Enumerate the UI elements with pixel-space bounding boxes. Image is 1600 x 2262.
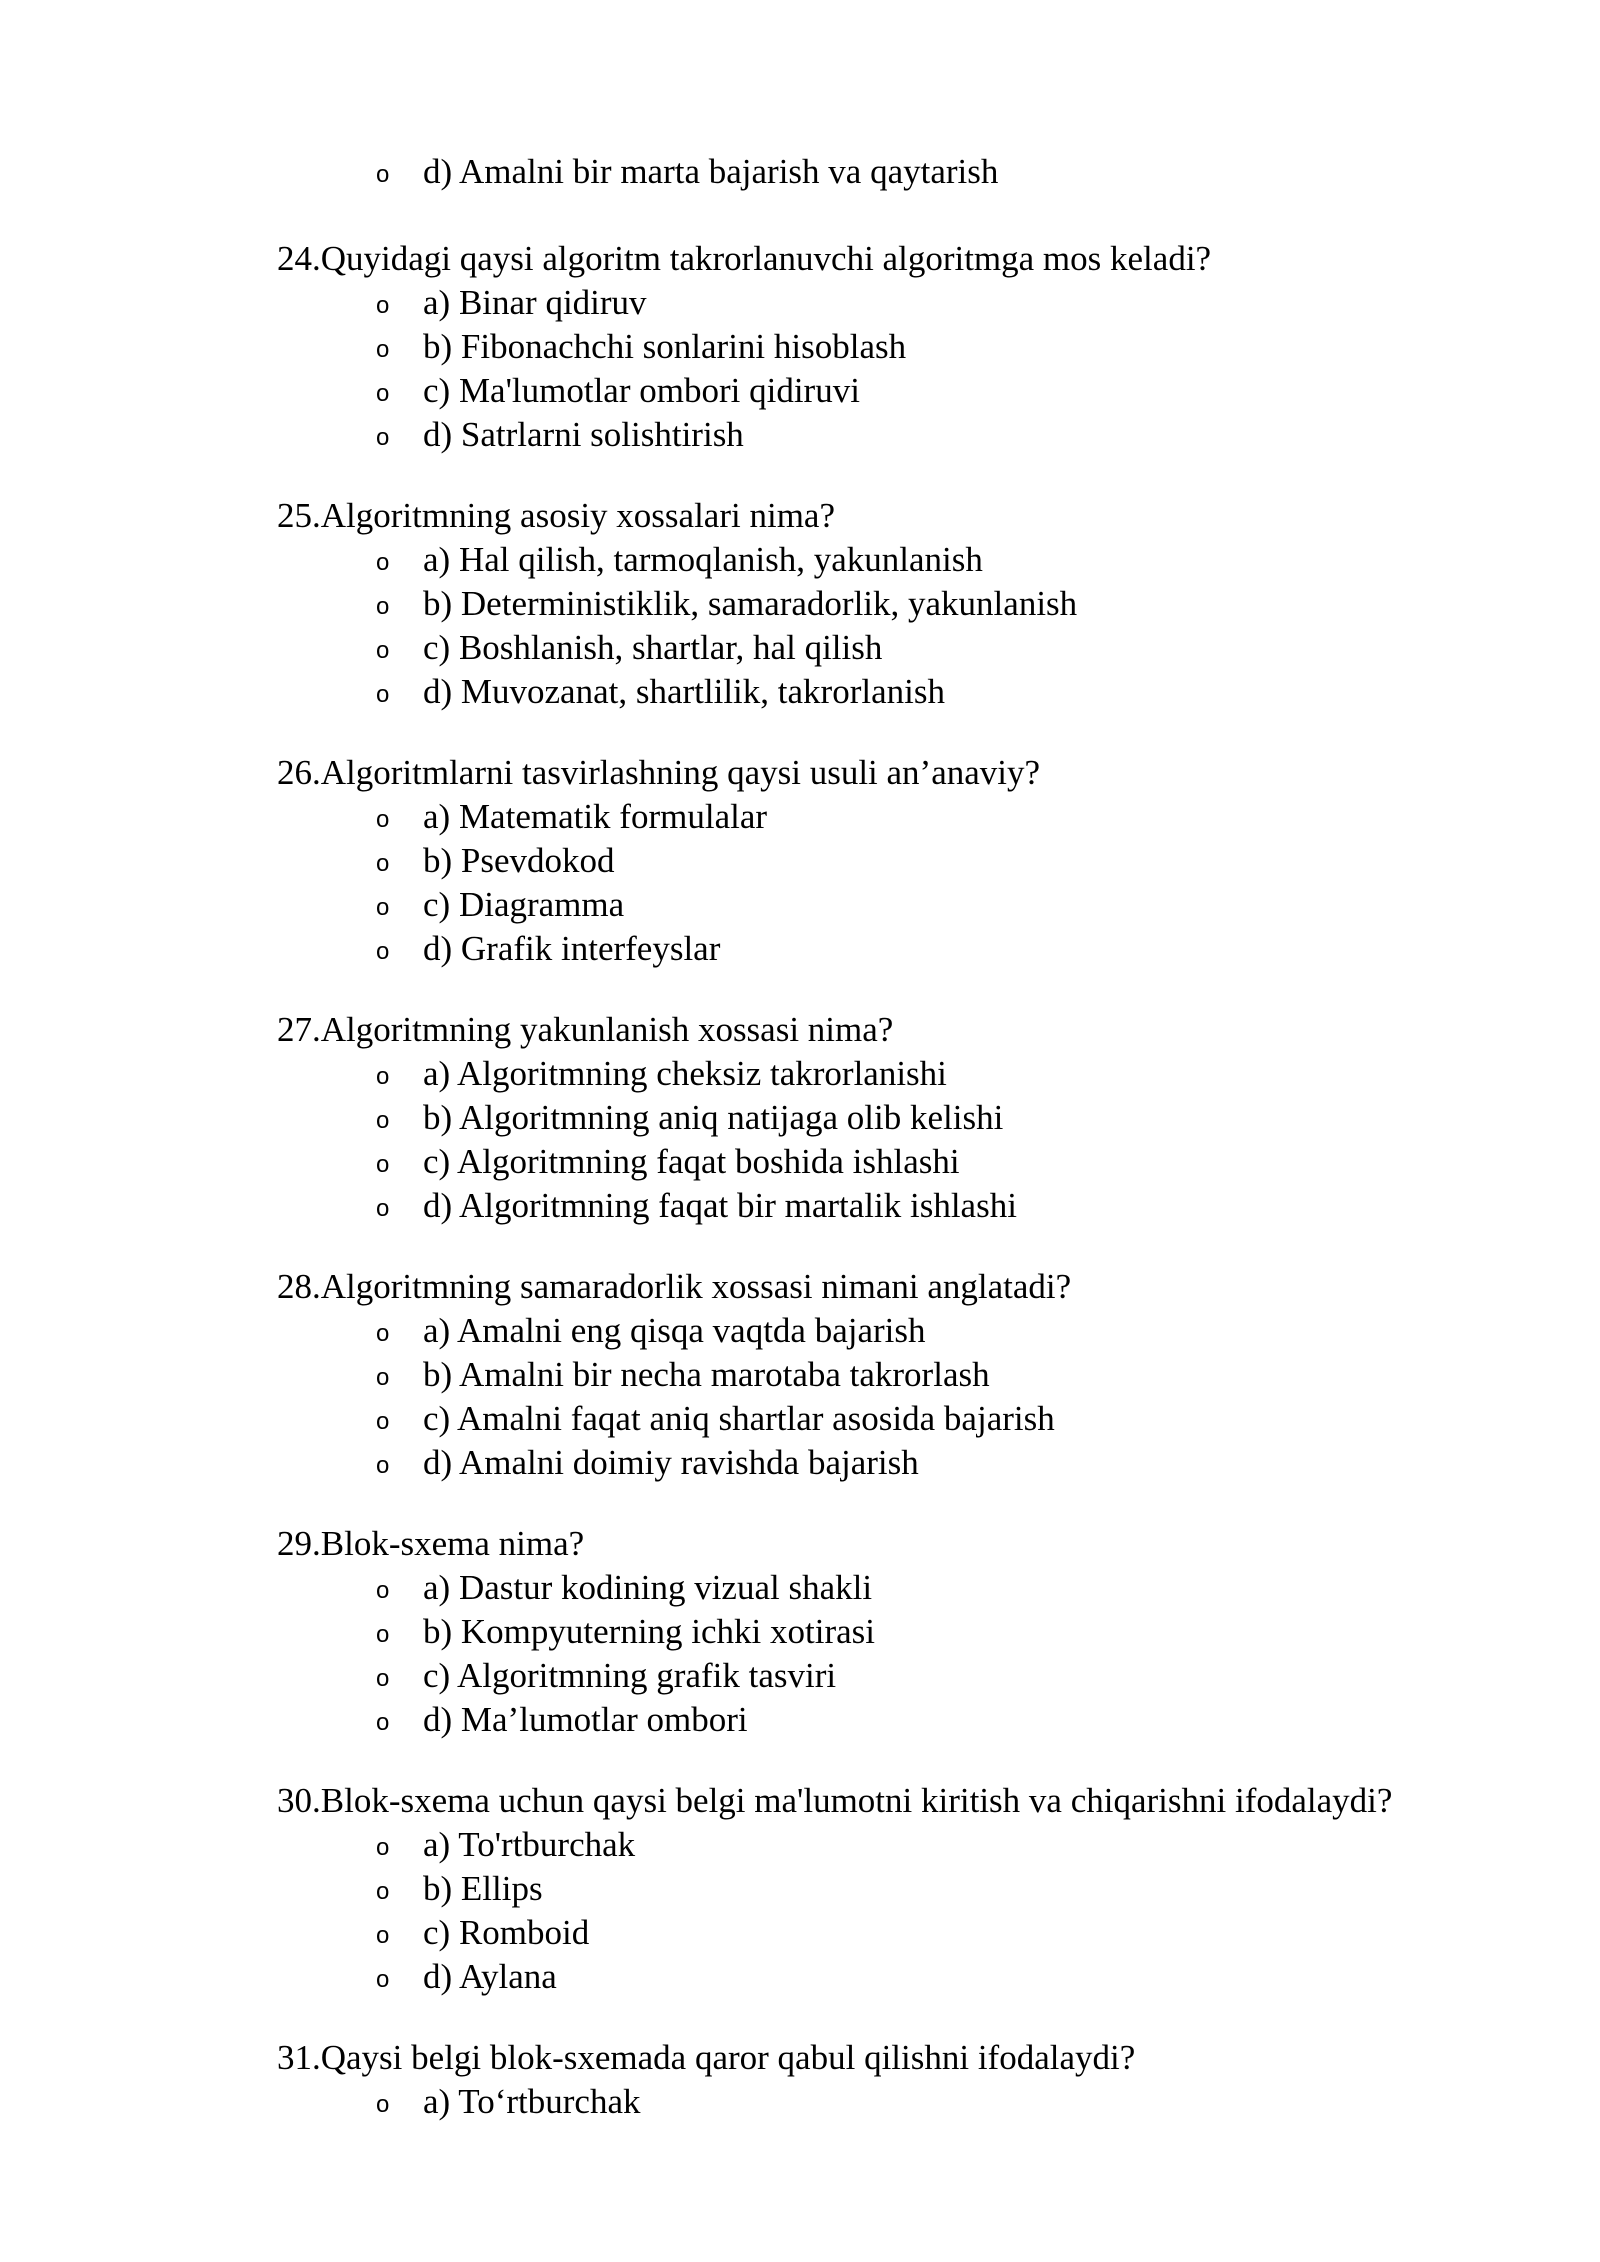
option-text: b) Fibonachchi sonlarini hisoblash: [423, 327, 907, 366]
circle-bullet-icon: o: [376, 894, 390, 921]
circle-bullet-icon: o: [376, 549, 390, 576]
circle-bullet-icon: o: [376, 1364, 390, 1391]
option-text: c) Romboid: [423, 1913, 590, 1952]
answer-option: [0, 281, 1600, 325]
circle-bullet-icon: o: [376, 1063, 390, 1090]
circle-bullet-icon: o: [376, 1834, 390, 1861]
question-text: 24.Quyidagi qaysi algoritm takrorlanuvchi algoritmga mos keladi?: [277, 239, 1212, 278]
question-block: [0, 1522, 1600, 1742]
circle-bullet-icon: o: [376, 850, 390, 877]
option-text: b) Ellips: [423, 1869, 543, 1908]
answer-option: [0, 883, 1600, 927]
answer-option: [0, 1397, 1600, 1441]
option-text: d) Ma’lumotlar ombori: [423, 1700, 748, 1739]
answer-option: [0, 1654, 1600, 1698]
circle-bullet-icon: o: [376, 380, 390, 407]
answer-option: [0, 1911, 1600, 1955]
answer-option: [0, 582, 1600, 626]
answer-option: [0, 1823, 1600, 1867]
answer-option: [0, 795, 1600, 839]
question-block: [0, 494, 1600, 714]
question-list: [0, 237, 1600, 2161]
answer-option: [0, 927, 1600, 971]
answer-option: [0, 1140, 1600, 1184]
circle-bullet-icon: o: [376, 593, 390, 620]
answer-option: [0, 1309, 1600, 1353]
option-text: a) Binar qidiruv: [423, 283, 647, 322]
circle-bullet-icon: o: [376, 1195, 390, 1222]
circle-bullet-icon: o: [376, 1709, 390, 1736]
question-block: [0, 2036, 1600, 2124]
option-text: c) Algoritmning faqat boshida ishlashi: [423, 1142, 960, 1181]
option-text: a) To‘rtburchak: [423, 2082, 641, 2121]
answer-option: [0, 1096, 1600, 1140]
option-text: a) Algoritmning cheksiz takrorlanishi: [423, 1054, 947, 1093]
answer-option: [0, 413, 1600, 457]
answer-option: [0, 1353, 1600, 1397]
question-text: 27.Algoritmning yakunlanish xossasi nima?: [277, 1010, 894, 1049]
question-block: [0, 1008, 1600, 1228]
answer-option: [0, 538, 1600, 582]
option-text: c) Boshlanish, shartlar, hal qilish: [423, 628, 883, 667]
circle-bullet-icon: o: [376, 161, 390, 188]
option-text: b) Deterministiklik, samaradorlik, yakunlanish: [423, 584, 1078, 623]
answer-option: [0, 1610, 1600, 1654]
circle-bullet-icon: o: [376, 1621, 390, 1648]
option-text: a) To'rtburchak: [423, 1825, 636, 1864]
question-block: [0, 237, 1600, 457]
option-text: c) Amalni faqat aniq shartlar asosida bajarish: [423, 1399, 1055, 1438]
option-text: b) Algoritmning aniq natijaga olib kelishi: [423, 1098, 1004, 1137]
option-text: d) Amalni bir marta bajarish va qaytarish: [423, 152, 999, 191]
question-text: 31.Qaysi belgi blok-sxemada qaror qabul qilishni ifodalaydi?: [277, 2038, 1136, 2077]
option-text: d) Aylana: [423, 1957, 557, 1996]
option-text: d) Algoritmning faqat bir martalik ishlashi: [423, 1186, 1017, 1225]
circle-bullet-icon: o: [376, 938, 390, 965]
option-text: b) Kompyuterning ichki xotirasi: [423, 1612, 876, 1651]
circle-bullet-icon: o: [376, 1922, 390, 1949]
option-text: a) Hal qilish, tarmoqlanish, yakunlanish: [423, 540, 983, 579]
option-text: a) Amalni eng qisqa vaqtda bajarish: [423, 1311, 926, 1350]
option-text: d) Satrlarni solishtirish: [423, 415, 744, 454]
circle-bullet-icon: o: [376, 1577, 390, 1604]
answer-option: [0, 670, 1600, 714]
option-text: d) Muvozanat, shartlilik, takrorlanish: [423, 672, 945, 711]
question-block: [0, 1265, 1600, 1485]
circle-bullet-icon: o: [376, 1966, 390, 1993]
question-text: 26.Algoritmlarni tasvirlashning qaysi usuli an’anaviy?: [277, 753, 1041, 792]
circle-bullet-icon: o: [376, 424, 390, 451]
circle-bullet-icon: o: [376, 1107, 390, 1134]
answer-option: [0, 1052, 1600, 1096]
answer-option: [0, 1867, 1600, 1911]
circle-bullet-icon: o: [376, 681, 390, 708]
question-text: 25.Algoritmning asosiy xossalari nima?: [277, 496, 835, 535]
answer-option: [0, 369, 1600, 413]
circle-bullet-icon: o: [376, 1151, 390, 1178]
circle-bullet-icon: o: [376, 1878, 390, 1905]
circle-bullet-icon: o: [376, 1320, 390, 1347]
carryover-options: [0, 150, 1600, 194]
option-text: a) Dastur kodining vizual shakli: [423, 1568, 873, 1607]
circle-bullet-icon: o: [376, 336, 390, 363]
carryover-option: [0, 150, 1600, 194]
answer-option: [0, 2080, 1600, 2124]
answer-option: [0, 1566, 1600, 1610]
answer-option: [0, 1698, 1600, 1742]
answer-option: [0, 839, 1600, 883]
circle-bullet-icon: o: [376, 1452, 390, 1479]
option-text: a) Matematik formulalar: [423, 797, 768, 836]
option-text: b) Amalni bir necha marotaba takrorlash: [423, 1355, 990, 1394]
answer-option: [0, 1955, 1600, 1999]
option-text: d) Grafik interfeyslar: [423, 929, 721, 968]
question-text: 30.Blok-sxema uchun qaysi belgi ma'lumotni kiritish va chiqarishni ifodalaydi?: [277, 1781, 1393, 1820]
circle-bullet-icon: o: [376, 2091, 390, 2118]
circle-bullet-icon: o: [376, 292, 390, 319]
answer-option: [0, 626, 1600, 670]
answer-option: [0, 325, 1600, 369]
option-text: c) Diagramma: [423, 885, 625, 924]
question-text: 28.Algoritmning samaradorlik xossasi nimani anglatadi?: [277, 1267, 1072, 1306]
circle-bullet-icon: o: [376, 1408, 390, 1435]
circle-bullet-icon: o: [376, 1665, 390, 1692]
question-text: 29.Blok-sxema nima?: [277, 1524, 585, 1563]
option-text: c) Ma'lumotlar ombori qidiruvi: [423, 371, 860, 410]
option-text: d) Amalni doimiy ravishda bajarish: [423, 1443, 919, 1482]
circle-bullet-icon: o: [376, 806, 390, 833]
option-text: b) Psevdokod: [423, 841, 615, 880]
circle-bullet-icon: o: [376, 637, 390, 664]
question-block: [0, 751, 1600, 971]
answer-option: [0, 1184, 1600, 1228]
answer-option: [0, 1441, 1600, 1485]
question-block: [0, 1779, 1600, 1999]
option-text: c) Algoritmning grafik tasviri: [423, 1656, 837, 1695]
